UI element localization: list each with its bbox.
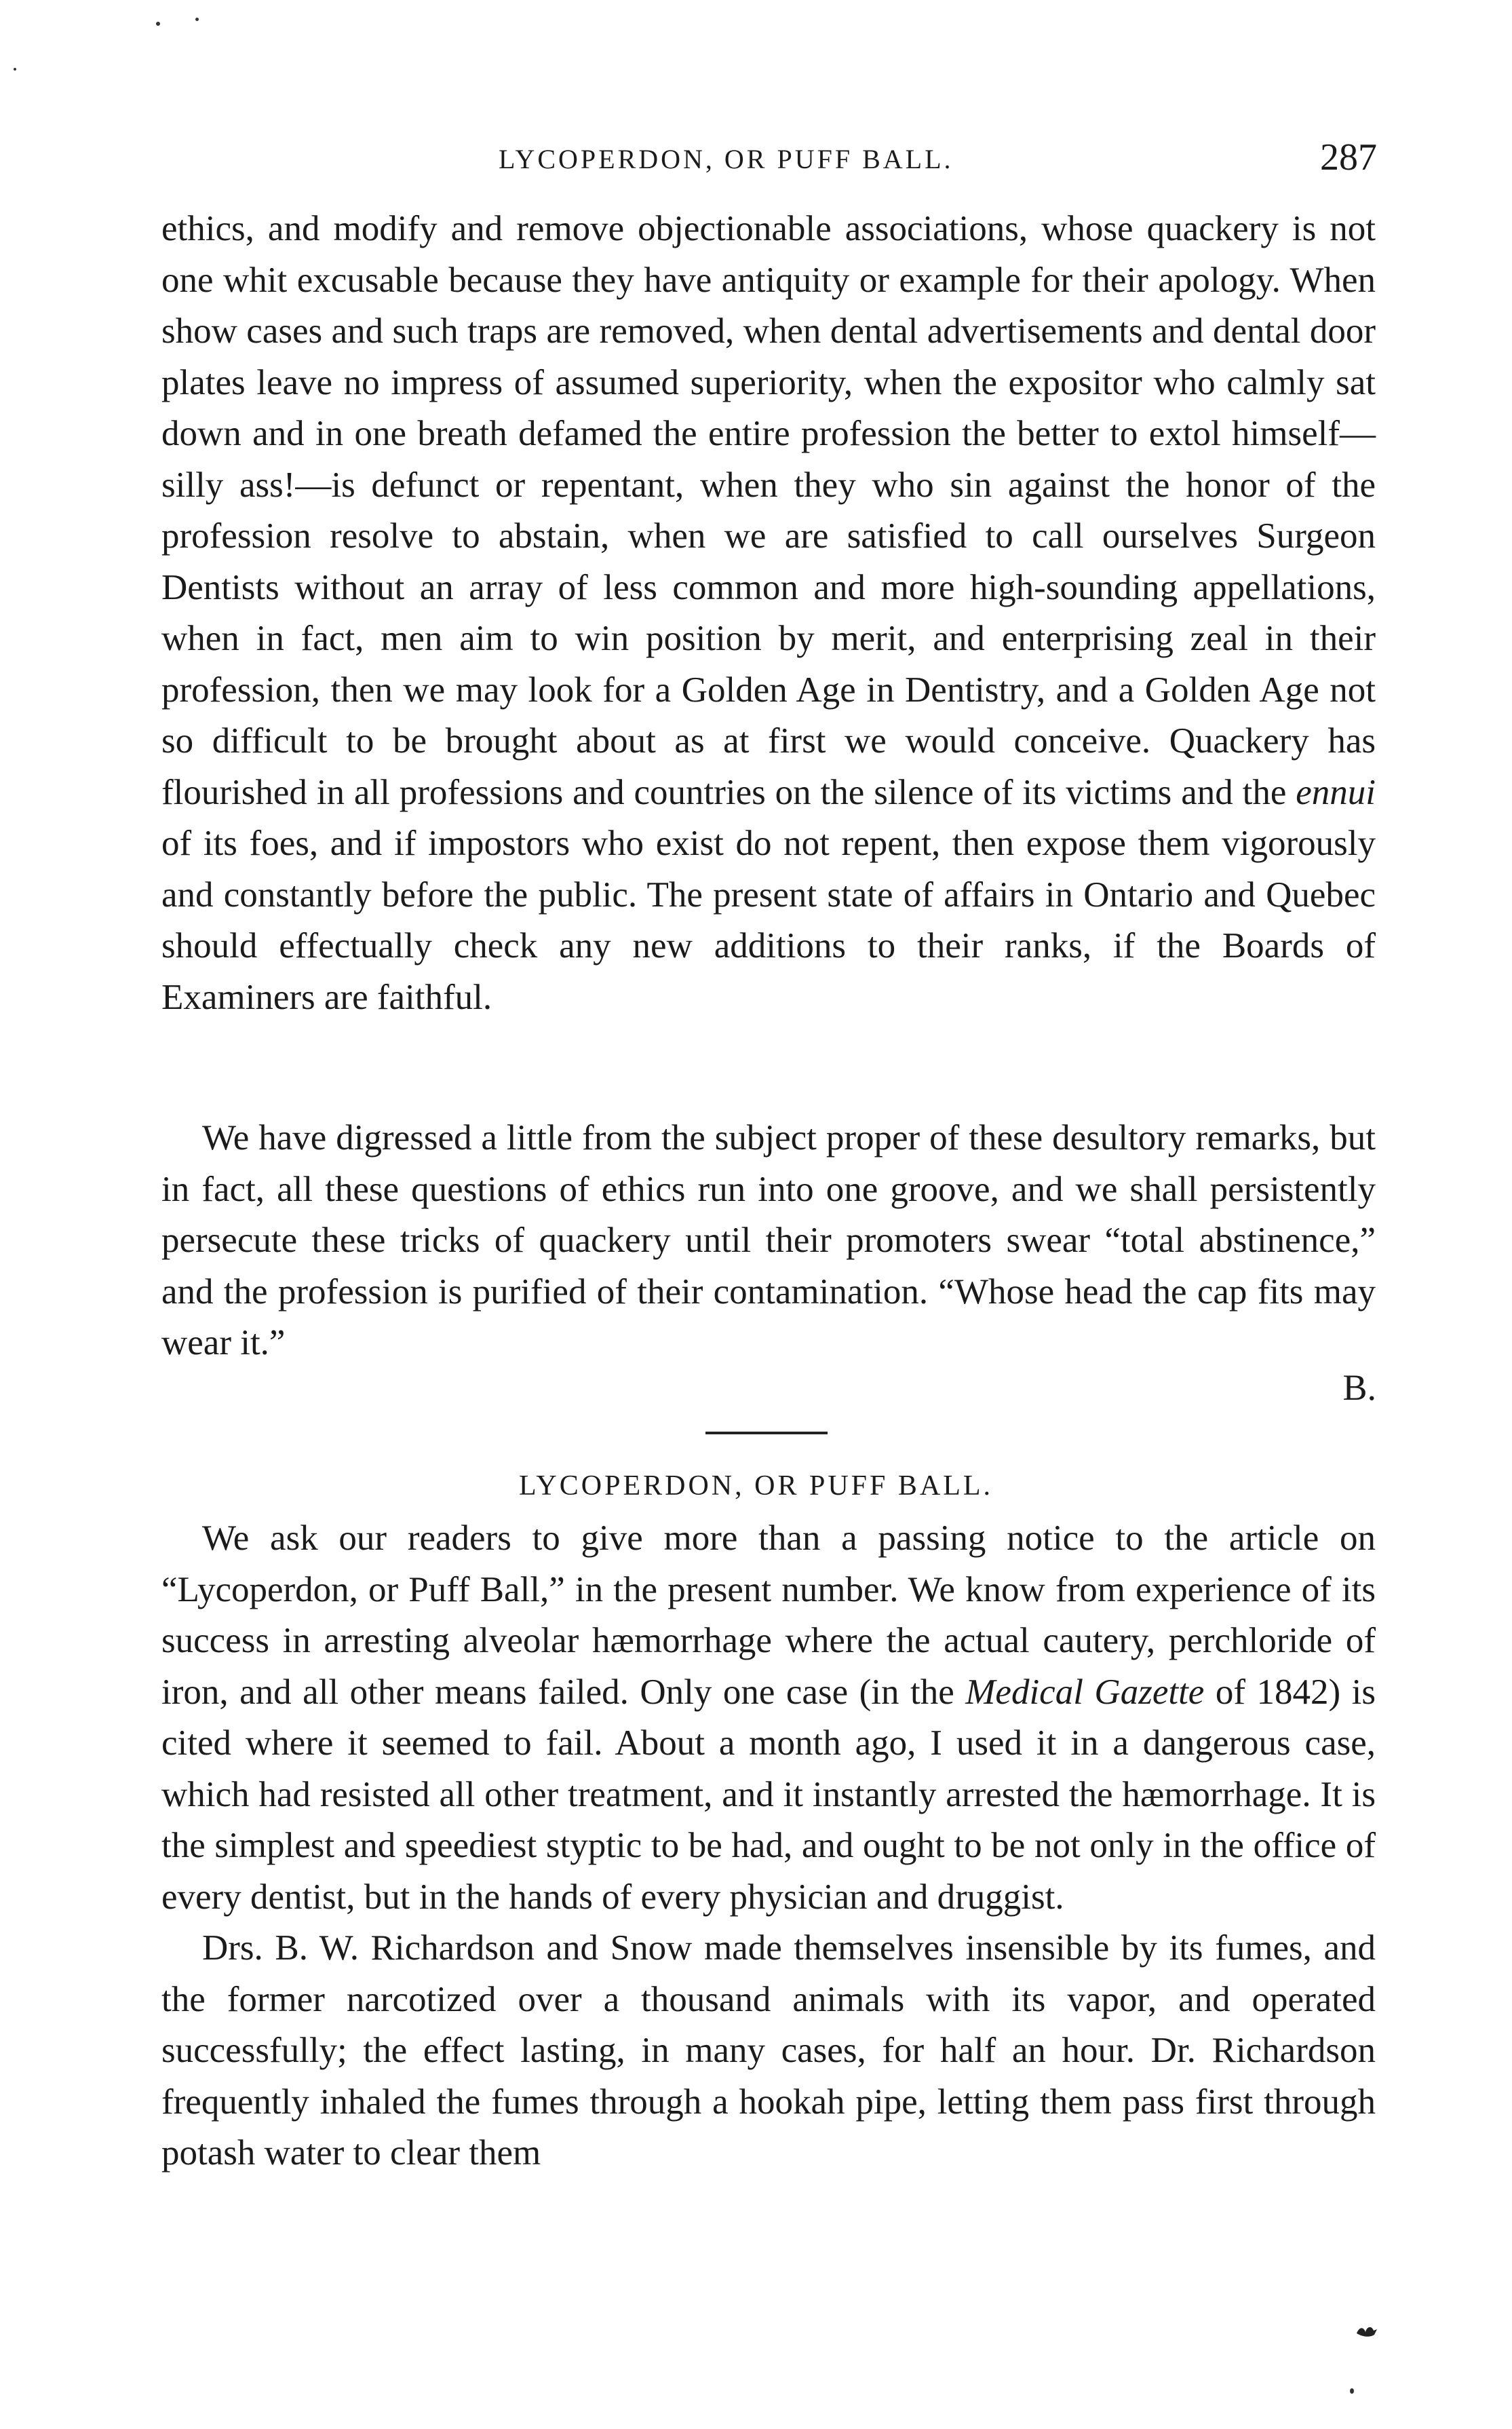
- author-signature: B.: [1342, 1367, 1376, 1408]
- paragraph-notice-text-a: We ask our readers to give more than a passing notice to the article on “Lycoperdon, or Puff Ball,” in the present number. We know from experience of its success in arresting alveolar hæmorrhage where the actual cautery, perchloride of iron, and all other means failed. Only one case (in the: [161, 1518, 1376, 1712]
- paragraph-ethics-text-a: ethics, and modify and remove objectionable associations, whose quackery is not one whit excusable because they have antiquity or example for their apology. When show cases and such traps are removed, when dental advertisements and dental door plates leave no impress of assumed superiority, when the expositor who calmly sat down and in one breath defamed the entire profession the better to extol himself—silly ass!—is defunct or repentant, when they who sin against the honor of the profession resolve to abstain, when we are satisfied to call ourselves Surgeon Dentists without an array of less common and more high-sounding appellations, when in fact, men aim to win position by merit, and enterprising zeal in their profession, then we may look for a Golden Age in Dentistry, and a Golden Age not so difficult to be brought about as at first we would conceive. Quackery has flourished in all professions and countries on the silence of its victims and the: [161, 209, 1376, 812]
- lycoperdon-article: [161, 1513, 1376, 2179]
- continued-paragraph: [161, 204, 1376, 1023]
- italic-medical-gazette: Medical Gazette: [965, 1672, 1205, 1712]
- italic-ennui: ennui: [1296, 772, 1376, 812]
- section-heading: LYCOPERDON, OR PUFF BALL.: [518, 1470, 994, 1502]
- printer-ornament-icon: [1355, 2324, 1378, 2339]
- paragraph-digression: We have digressed a little from the subject proper of these desultory remarks, but in fact, all these questions of ethics run into one groove, and we shall persistently persecute these tricks of quackery until their promoters swear “total abstinence,” and the profession is purified of their contamination. “Whose head the cap fits may wear it.”: [161, 1118, 1376, 1362]
- paragraph-notice-text-b: of 1842) is cited where it seemed to fail. About a month ago, I used it in a dangerous case, which had resisted all other treatment, and it instantly arrested the hæmorrhage. It is the simplest and speediest styptic to be had, and ought to be not only in the office of every dentist, but in the hands of every physician and druggist.: [161, 1672, 1376, 1917]
- paragraph-puff-ball-notice: [161, 1513, 1376, 1923]
- running-title: LYCOPERDON, OR PUFF BALL.: [499, 144, 954, 174]
- digression-paragraph-block: [161, 1113, 1376, 1369]
- paragraph-richardson: Drs. B. W. Richardson and Snow made themselves insensible by its fumes, and the former narcotized over a thousand animals with its vapor, and operated successfully; the effect lasting, in many cases, for half an hour. Dr. Richardson frequently inhaled the fumes through a hookah pipe, letting them pass first through potash water to clear them: [161, 1928, 1376, 2173]
- paragraph-ethics-text-b: of its foes, and if impostors who exist do not repent, then expose them vigorously and constantly before the public. The present state of affairs in Ontario and Quebec should effectually check any new additions to their ranks, if the Boards of Examiners are faithful.: [161, 824, 1376, 1017]
- section-divider: [705, 1432, 828, 1434]
- running-head: [163, 136, 1377, 180]
- page-number: 287: [1320, 136, 1377, 178]
- paragraph-ethics: [161, 204, 1376, 1023]
